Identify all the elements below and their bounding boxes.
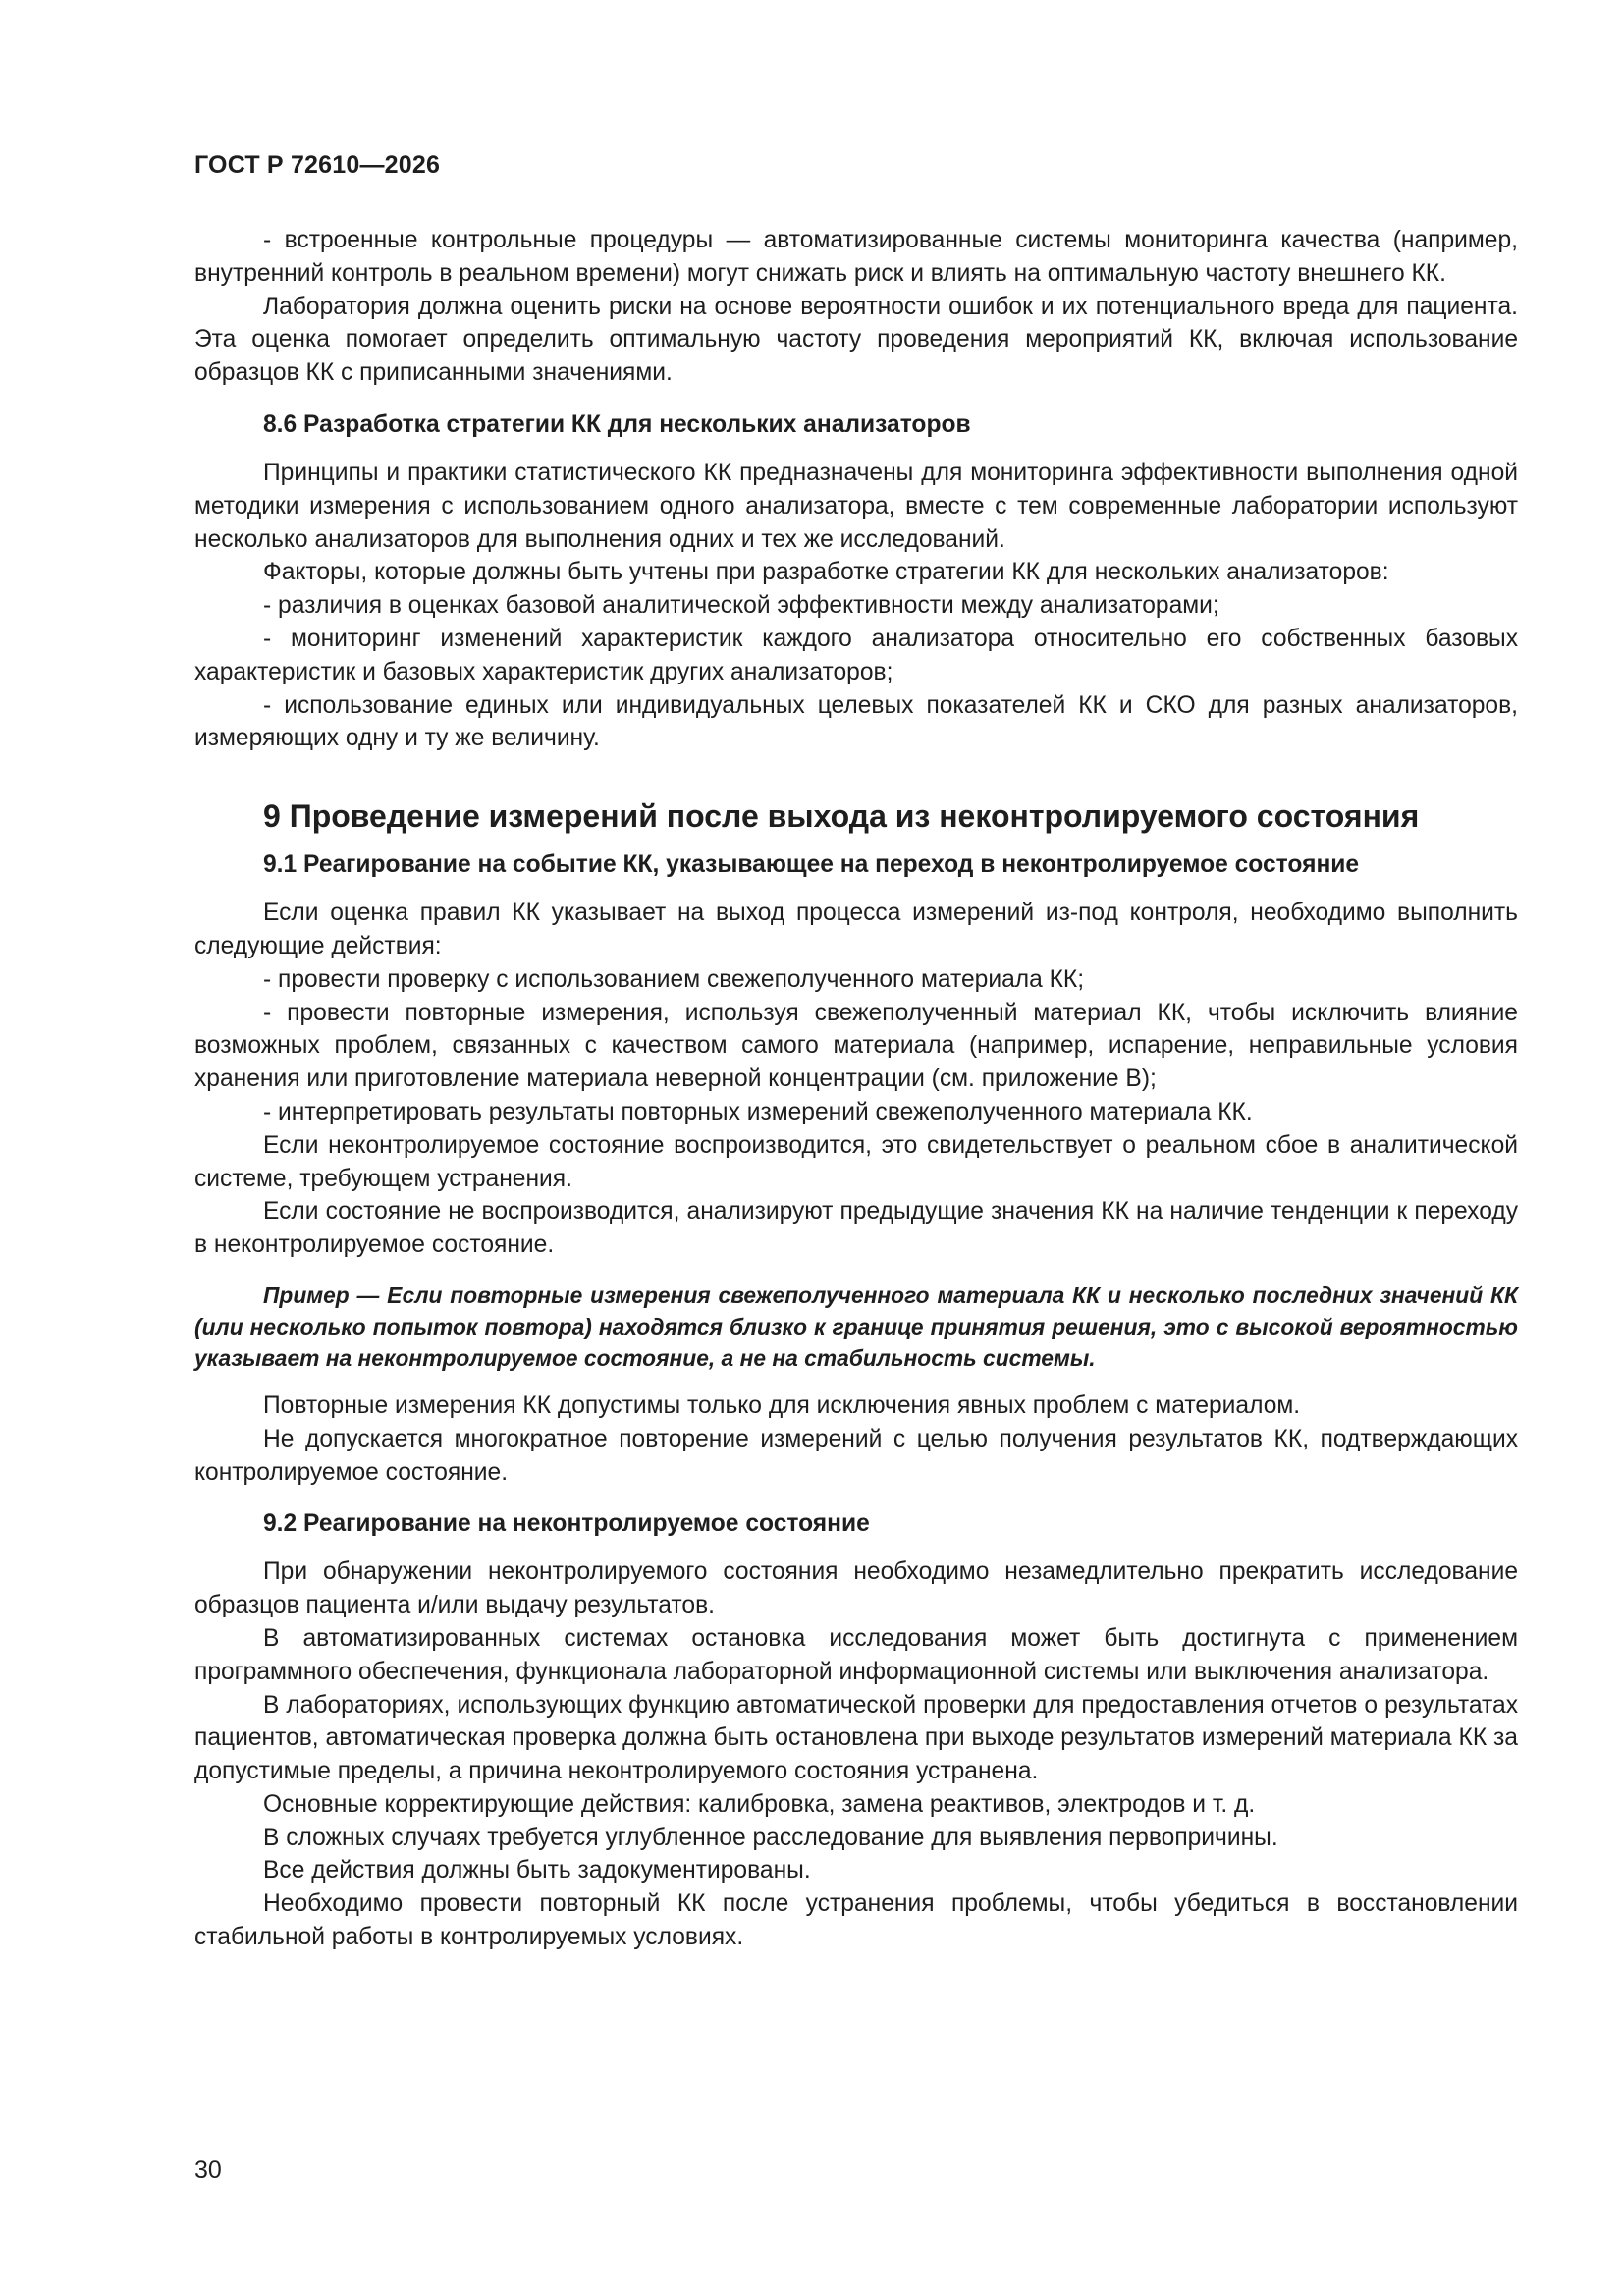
paragraph: Необходимо провести повторный КК после устранения проблемы, чтобы убедиться в восстановлении стабильной работы в контролируемых условиях. xyxy=(194,1890,1518,1951)
list-item: - провести повторные измерения, используя свежеполученный материал КК, чтобы исключить влияние возможных проблем, связанных с качеством самого материала (например, испарение, неправильные условия хранения или приготовление материала неверной концентрации (см. приложение В); xyxy=(194,999,1518,1093)
paragraph: Основные корректирующие действия: калибровка, замена реактивов, электродов и т. д. xyxy=(263,1790,1256,1818)
document-code: ГОСТ Р 72610—2026 xyxy=(194,151,441,179)
paragraph: В лабораториях, использующих функцию автоматической проверки для предоставления отчетов о результатах пациентов, автоматическая проверка должна быть остановлена при выходе результатов измерений материала КК за допустимые пределы, а причина неконтролируемого состояния устранена. xyxy=(194,1691,1518,1785)
paragraph: Все действия должны быть задокументированы. xyxy=(263,1857,811,1885)
paragraph: Если неконтролируемое состояние воспроизводится, это свидетельствует о реальном сбое в аналитической системе, требующем устранения. xyxy=(194,1131,1518,1192)
subsection-heading-9-1: 9.1 Реагирование на событие КК, указывающее на переход в неконтролируемое состояние xyxy=(263,851,1360,879)
paragraph: В сложных случаях требуется углубленное расследование для выявления первопричины. xyxy=(263,1824,1278,1851)
paragraph: Принципы и практики статистического КК предназначены для мониторинга эффективности выполнения одной методики измерения с использованием одного анализатора, вместе с тем современные лаборатории используют несколько анализаторов для выполнения одних и тех же исследований. xyxy=(194,459,1518,553)
paragraph: Если состояние не воспроизводится, анализируют предыдущие значения КК на наличие тенденции к переходу в неконтролируемое состояние. xyxy=(194,1198,1518,1259)
section-heading-9: 9 Проведение измерений после выхода из неконтролируемого состояния xyxy=(263,798,1420,835)
list-item: - интерпретировать результаты повторных измерений свежеполученного материала КК. xyxy=(263,1098,1253,1125)
subsection-heading-8-6: 8.6 Разработка стратегии КК для нескольких анализаторов xyxy=(263,410,971,438)
paragraph: Повторные измерения КК допустимы только для исключения явных проблем с материалом. xyxy=(263,1392,1301,1419)
paragraph: Не допускается многократное повторение измерений с целью получения результатов КК, подтверждающих контролируемое состояние. xyxy=(194,1425,1518,1486)
list-item: - использование единых или индивидуальных целевых показателей КК и СКО для разных анализаторов, измеряющих одну и ту же величину. xyxy=(194,691,1518,752)
subsection-heading-9-2: 9.2 Реагирование на неконтролируемое состояние xyxy=(263,1510,870,1538)
list-item: - различия в оценках базовой аналитической эффективности между анализаторами; xyxy=(263,592,1219,620)
page-number: 30 xyxy=(194,2157,222,2184)
list-item: - мониторинг изменений характеристик каждого анализатора относительно его собственных базовых характеристик и базовых характеристик других анализаторов; xyxy=(194,625,1518,685)
list-item: - встроенные контрольные процедуры — автоматизированные системы мониторинга качества (например, внутренний контроль в реальном времени) могут снижать риск и влиять на оптимальную частоту внешнего КК. xyxy=(194,227,1518,287)
paragraph: Лаборатория должна оценить риски на основе вероятности ошибок и их потенциального вреда для пациента. Эта оценка помогает определить оптимальную частоту проведения мероприятий КК, включая использование образцов КК с приписанными значениями. xyxy=(194,293,1518,387)
paragraph: Если оценка правил КК указывает на выход процесса измерений из-под контроля, необходимо выполнить следующие действия: xyxy=(194,900,1518,959)
page-body xyxy=(194,224,1518,1954)
list-item: - провести проверку с использованием свежеполученного материала КК; xyxy=(263,965,1085,993)
paragraph: Факторы, которые должны быть учтены при разработке стратегии КК для нескольких анализаторов: xyxy=(263,559,1389,586)
paragraph: В автоматизированных системах остановка исследования может быть достигнута с применением программного обеспечения, функционала лабораторной информационной системы или выключения анализатора. xyxy=(194,1624,1518,1685)
paragraph: При обнаружении неконтролируемого состояния необходимо незамедлительно прекратить исследование образцов пациента и/или выдачу результатов. xyxy=(194,1558,1518,1619)
example-note: Пример — Если повторные измерения свежеполученного материала КК и несколько последних значений КК (или несколько попыток повтора) находятся близко к границе принятия решения, это с высокой вероятностью указывает на неконтролируемое состояние, а не на стабильность системы. xyxy=(194,1282,1518,1371)
